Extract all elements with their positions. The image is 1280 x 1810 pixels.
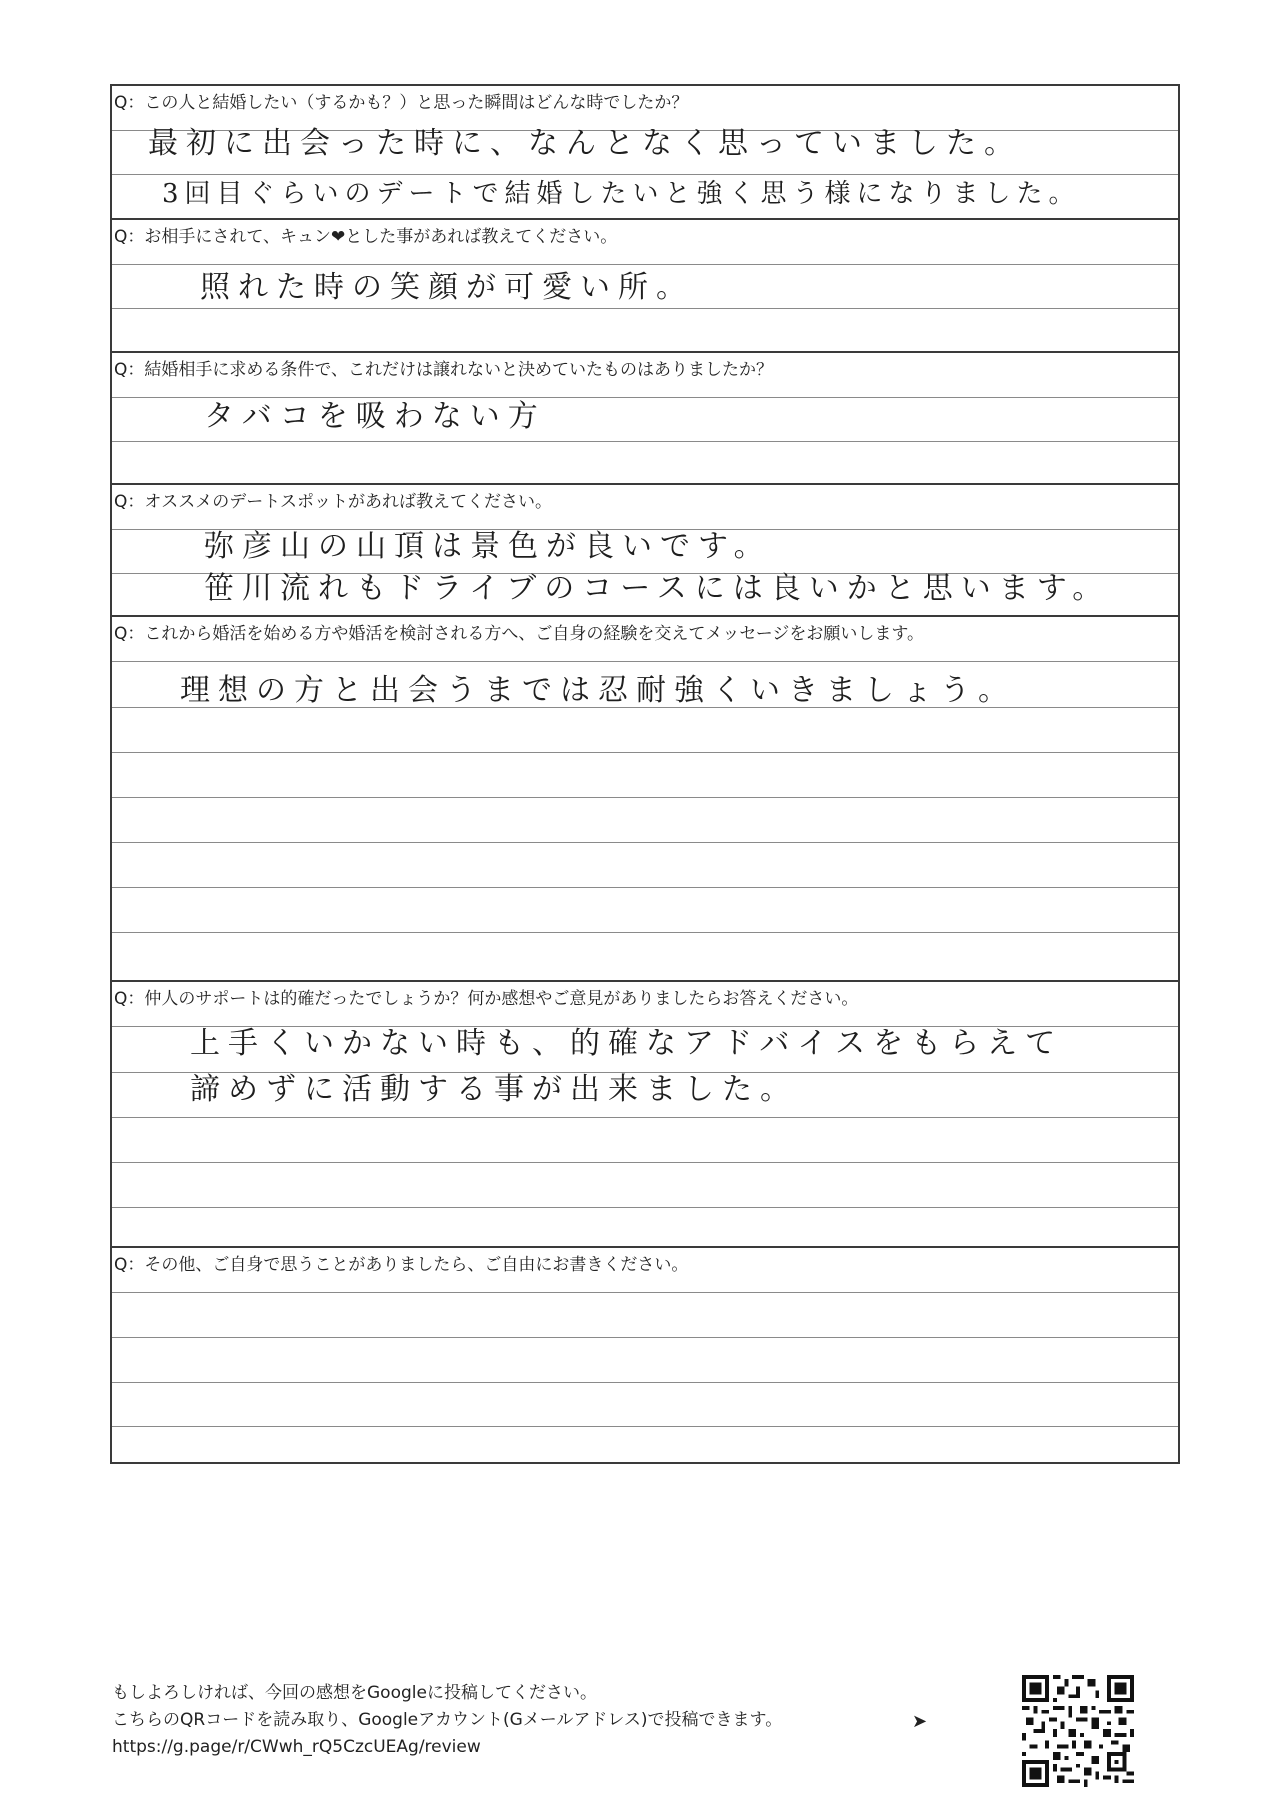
answer-line: 諦めずに活動する事が出来ました。 bbox=[190, 1072, 798, 1107]
section-message bbox=[112, 615, 1178, 980]
answer-line: 笹川流れもドライブのコースには良いかと思います。 bbox=[204, 571, 1111, 606]
answer-line: 理想の方と出会うまでは忍耐強くいきましょう。 bbox=[180, 673, 1016, 708]
qr-code-icon[interactable] bbox=[1022, 1675, 1134, 1787]
answer-line: 3回目ぐらいのデートで結婚したいと強く思う様になりました。 bbox=[162, 179, 1081, 209]
review-form bbox=[110, 84, 1180, 1464]
question-other: Q：その他、ご自身で思うことがありましたら、ご自由にお書きください。 bbox=[114, 1255, 689, 1275]
footer-line-1: もしよろしければ、今回の感想をGoogleに投稿してください。 bbox=[112, 1683, 597, 1703]
section-partner-conditions bbox=[112, 351, 1178, 483]
arrow-right-icon: ➤ bbox=[912, 1711, 928, 1732]
section-support-feedback bbox=[112, 980, 1178, 1246]
question-message: Q：これから婚活を始める方や婚活を検討される方へ、ご自身の経験を交えてメッセージをお願いします。 bbox=[114, 624, 924, 644]
question-support-feedback: Q：仲人のサポートは的確だったでしょうか？何か感想やご意見がありましたらお答えください。 bbox=[114, 989, 859, 1009]
question-partner-conditions: Q：結婚相手に求める条件で、これだけは譲れないと決めていたものはありましたか？ bbox=[114, 360, 774, 380]
answer-line: 弥彦山の山頂は景色が良いです。 bbox=[204, 529, 772, 564]
answer-line: タバコを吸わない方 bbox=[204, 399, 546, 434]
question-marriage-moment: Q：この人と結婚したい（するかも？）と思った瞬間はどんな時でしたか？ bbox=[114, 93, 689, 113]
footer bbox=[112, 1680, 932, 1761]
answer-line: 上手くいかない時も、的確なアドバイスをもらえて bbox=[190, 1026, 1064, 1061]
section-date-spot bbox=[112, 483, 1178, 615]
review-url[interactable]: https://g.page/r/CWwh_rQ5CzcUEAg/review bbox=[112, 1737, 481, 1757]
answer-line: 最初に出会った時に、なんとなく思っていました。 bbox=[148, 126, 1022, 161]
section-other bbox=[112, 1246, 1178, 1462]
footer-line-2: こちらのQRコードを読み取り、Googleアカウント(Gメールアドレス)で投稿できます。 bbox=[112, 1710, 783, 1730]
question-kyun-moment: Q：お相手にされて、キュン❤とした事があれば教えてください。 bbox=[114, 227, 618, 247]
section-marriage-moment bbox=[112, 86, 1178, 218]
section-kyun-moment bbox=[112, 218, 1178, 351]
question-date-spot: Q：オススメのデートスポットがあれば教えてください。 bbox=[114, 492, 553, 512]
answer-line: 照れた時の笑顔が可愛い所。 bbox=[200, 270, 694, 305]
